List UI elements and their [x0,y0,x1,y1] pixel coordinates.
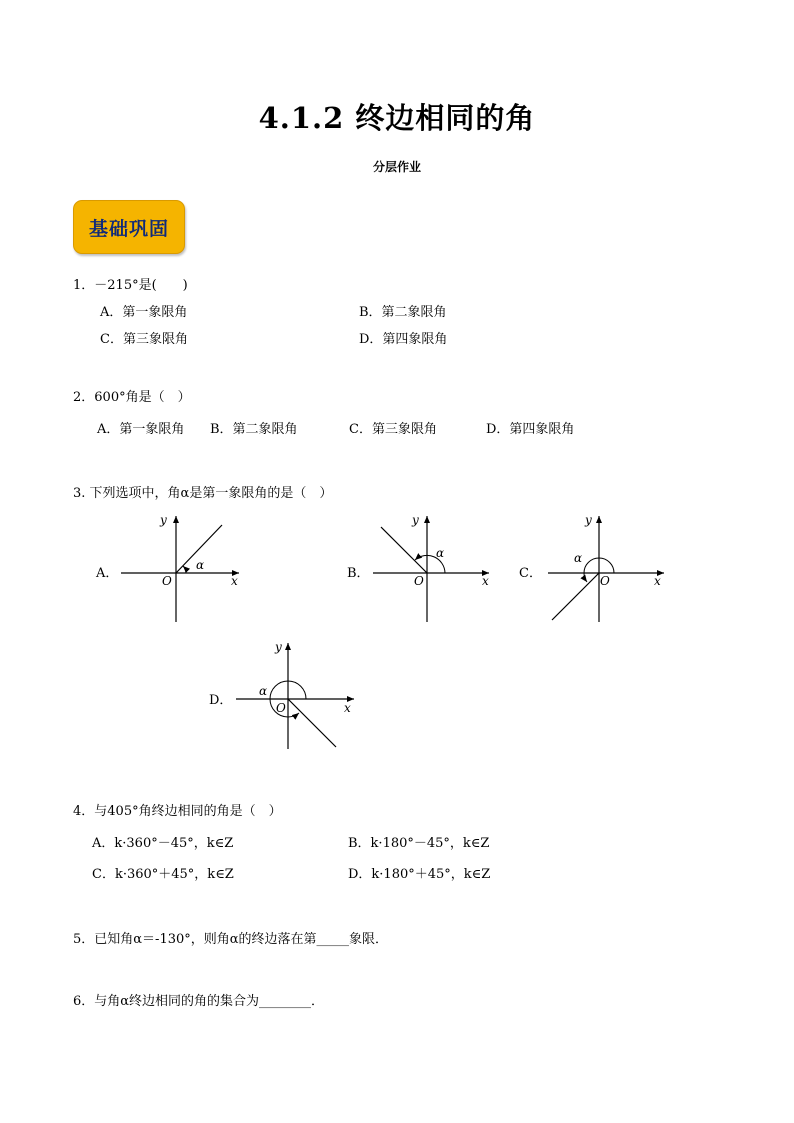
figure-d-diagram [232,637,362,752]
page-subtitle: 分层作业 [372,160,421,174]
question-1-stem: 1．－215°是( ) [73,278,188,293]
page-title: 4.1.2 终边相同的角 [258,101,536,135]
axis-y-label: y [412,513,419,527]
question-1-option-d: D．第四象限角 [359,332,448,347]
section-badge [73,200,185,254]
question-4-option-b: B．k·180°－45°，k∈Z [348,836,490,851]
axis-x-label: x [344,701,351,715]
question-2-option-d: D．第四象限角 [486,422,575,437]
axis-x-label: x [231,574,238,588]
question-5-stem: 5．已知角α＝-130°，则角α的终边落在第_____象限． [73,932,389,947]
axis-y-label: y [160,513,167,527]
origin-label: O [600,574,610,588]
question-2-stem: 2．600°角是（ ） [73,390,191,405]
question-2-option-c: C．第三象限角 [349,422,437,437]
question-1-option-a: A．第一象限角 [100,305,188,320]
figure-b-diagram [365,510,495,625]
axis-y-label: y [275,640,282,654]
question-2-option-a: A．第一象限角 [97,422,185,437]
figure-b-option: B． [347,566,370,581]
angle-arc [183,566,186,573]
figure-c-diagram [540,510,670,625]
question-4-stem: 4．与405°角终边相同的角是（ ） [73,804,282,819]
axis-x-label: x [654,574,661,588]
origin-label: O [276,701,286,715]
angle-label: α [196,558,205,572]
question-4-option-a: A．k·360°－45°，k∈Z [92,836,234,851]
origin-label: O [414,574,424,588]
axis-x-label: x [482,574,489,588]
question-1-option-c: C．第三象限角 [100,332,188,347]
question-4-option-c: C．k·360°＋45°，k∈Z [92,867,234,882]
angle-label: α [574,551,583,565]
figure-c-option: C． [519,566,542,581]
question-1-option-b: B．第二象限角 [359,305,447,320]
figure-d-option: D． [209,693,233,708]
terminal-side [552,573,599,620]
terminal-side [381,527,427,573]
question-6-stem: 6．与角α终边相同的角的集合为________． [73,994,325,1009]
question-4-option-d: D．k·180°＋45°，k∈Z [348,867,491,882]
origin-label: O [162,574,172,588]
axis-y-label: y [585,513,592,527]
angle-label: α [259,684,268,698]
question-2-option-b: B．第二象限角 [210,422,298,437]
figure-a-diagram [115,510,245,625]
terminal-side [288,699,336,747]
angle-label: α [436,546,445,560]
section-badge-label: 基础巩固 [88,217,169,240]
figure-a-option: A． [96,566,119,581]
question-3-stem: 3. 下列选项中，角α是第一象限角的是（ ） [73,486,333,501]
